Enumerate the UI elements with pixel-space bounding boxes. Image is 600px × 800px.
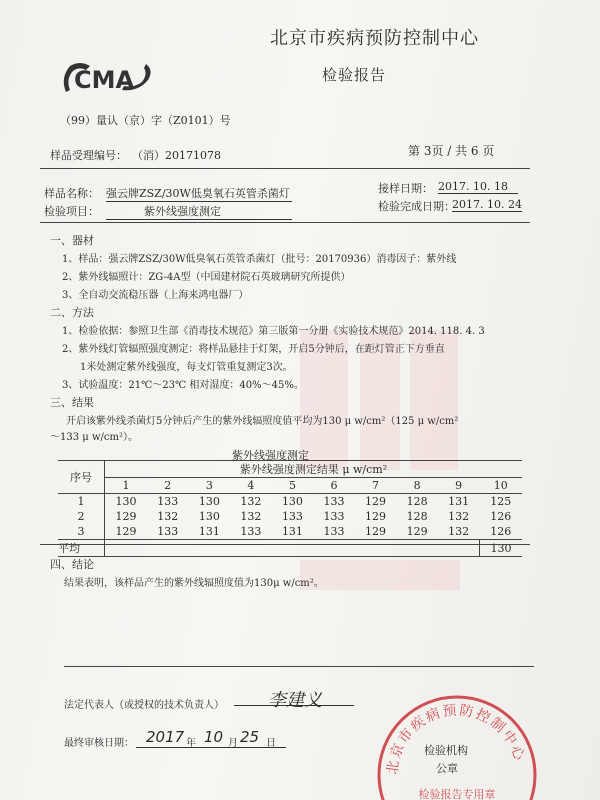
table-cell: 126 (479, 524, 522, 540)
org-title: 北京市疾病预防控制中心 (270, 28, 479, 49)
cma-logo-icon (60, 58, 156, 98)
average-label: 平均 (58, 540, 105, 557)
table-cell: 131 (448, 495, 470, 508)
complete-date-value: 2017. 10. 24 (452, 198, 522, 211)
review-year: 2017 (146, 728, 185, 746)
sample-name-label: 样品名称： (44, 187, 99, 200)
section-conclusion-title: 四、结论 (50, 558, 94, 571)
agency-label: 检验机构 (424, 744, 468, 757)
group-header: 紫外线强度测定结果 μ w/cm² (105, 461, 523, 478)
table-cell: 131 (272, 524, 314, 540)
column-header: 4 (230, 478, 272, 494)
column-header: 10 (479, 478, 522, 494)
representative-label: 法定代表人（或授权的技术负责人） (64, 700, 224, 711)
table-cell: 129 (365, 510, 387, 523)
column-header: 7 (355, 478, 397, 494)
complete-date-label: 检验完成日期： (378, 200, 455, 213)
table-row (58, 509, 522, 524)
average-value: 130 (479, 540, 522, 557)
table-cell: 133 (323, 495, 345, 508)
column-header-row (58, 478, 522, 494)
equipment-line-3: 3、全自动交流稳压器（上海来鸿电器厂） (62, 290, 249, 301)
column-header: 8 (396, 478, 438, 494)
table-row (58, 494, 522, 510)
day-unit: 日 (266, 738, 276, 749)
cert-number: （99）量认（京）字（Z0101）号 (60, 114, 231, 127)
sample-name-value: 强云牌ZSZ/30W低臭氧石英管杀菌灯 (106, 185, 292, 202)
result-line-1: 开启该紫外线杀菌灯5分钟后产生的紫外线辐照度值平均为130 μ w/cm²（125 μ w/cm² (66, 416, 459, 427)
equipment-line-1: 1、样品：强云牌ZSZ/30W低臭氧石英管杀菌灯（批号：20170936）消毒因子：紫外线 (62, 254, 457, 265)
review-month: 10 (204, 728, 224, 746)
sample-no-value: （消）20171078 (132, 149, 221, 162)
page-info: 第 3页 / 共 6 页 (408, 144, 495, 158)
table-cell: 130 (115, 495, 137, 508)
row-seq: 2 (58, 509, 105, 524)
section-method-title: 二、方法 (50, 306, 94, 319)
test-item-label: 检验项目： (44, 205, 99, 218)
average-row (58, 540, 522, 557)
report-title: 检验报告 (322, 66, 387, 84)
column-header: 6 (313, 478, 355, 494)
section-equipment-title: 一、器材 (50, 234, 94, 247)
cma-logo-text: CMA (74, 66, 135, 94)
equipment-line-2: 2、紫外线辐照计：ZG-4A型（中国建材院石英玻璃研究所提供） (62, 272, 351, 283)
column-header: 5 (272, 478, 314, 494)
seal-sub-text: 检验报告专用章 (418, 788, 496, 800)
month-unit: 月 (228, 738, 238, 749)
review-day: 25 (240, 728, 260, 746)
table-cell: 128 (406, 495, 428, 508)
column-header: 9 (438, 478, 480, 494)
table-cell: 126 (490, 510, 512, 523)
table-cell: 130 (281, 495, 303, 508)
table-cell: 132 (448, 510, 470, 523)
column-header: 1 (105, 478, 148, 494)
method-line-2: 2、紫外线灯管辐照强度测定：将样品悬挂于灯架，开启5分钟后，在距灯管正下方垂直 (62, 344, 445, 355)
conclusion-text: 结果表明，该样品产生的紫外线辐照度值为130μ w/cm²。 (64, 578, 324, 589)
table-cell: 132 (240, 495, 262, 508)
table-caption: 紫外线强度测定 (232, 449, 309, 462)
receive-date-value: 2017. 10. 18 (438, 180, 518, 194)
row-seq: 1 (58, 494, 105, 510)
column-header: 3 (189, 478, 231, 494)
table-cell: 125 (490, 495, 512, 508)
final-review-date-label: 最终审核日期： (64, 738, 134, 749)
header-divider (40, 168, 530, 169)
table-cell: 128 (406, 510, 428, 523)
table-cell: 132 (240, 510, 262, 523)
table-cell: 132 (438, 524, 480, 540)
table-cell: 129 (365, 495, 387, 508)
table-cell: 133 (157, 495, 179, 508)
receive-date-label: 接样日期： (378, 182, 433, 195)
seal-label: 公章 (436, 762, 458, 775)
table-cell: 129 (105, 524, 148, 540)
table-cell: 129 (115, 510, 137, 523)
method-line-4: 3、试验温度：21℃～23℃ 相对湿度：40%～45%。 (62, 380, 304, 391)
table-cell: 133 (230, 524, 272, 540)
table-divider (40, 544, 530, 545)
table-cell: 133 (281, 510, 303, 523)
table-cell: 130 (198, 510, 220, 523)
test-item-value: 紫外线强度测定 (106, 203, 292, 220)
table-cell: 133 (313, 524, 355, 540)
table-cell: 132 (157, 510, 179, 523)
table-cell: 133 (323, 510, 345, 523)
watermark-block (300, 560, 460, 590)
footer-divider (64, 666, 534, 667)
column-header: 2 (147, 478, 189, 494)
section-result-title: 三、结果 (50, 396, 94, 409)
year-unit: 年 (186, 738, 196, 749)
sample-no-label: 样品受理编号： (50, 149, 127, 162)
method-line-3: 1米处测定紫外线强度，每支灯管重复测定3次。 (80, 362, 293, 373)
table-cell: 131 (189, 524, 231, 540)
date-line (136, 746, 286, 748)
seq-header: 序号 (58, 461, 105, 494)
result-line-2: ～133 μ w/cm²）。 (50, 432, 138, 443)
table-cell: 129 (396, 524, 438, 540)
table-cell: 133 (147, 524, 189, 540)
info-divider (40, 222, 530, 223)
representative-signature: 李建义 (268, 690, 322, 711)
method-line-1: 1、检验依据：参照卫生部《消毒技术规范》第三版第一分册《实验技术规范》2014. 118. 4. 3 (62, 326, 485, 337)
table-cell: 129 (355, 524, 397, 540)
table-cell: 130 (198, 495, 220, 508)
seal-text: 北京市疾病预防控制中心 (384, 702, 528, 776)
row-seq: 3 (58, 524, 105, 540)
table-row (58, 524, 522, 540)
results-table (58, 460, 522, 557)
